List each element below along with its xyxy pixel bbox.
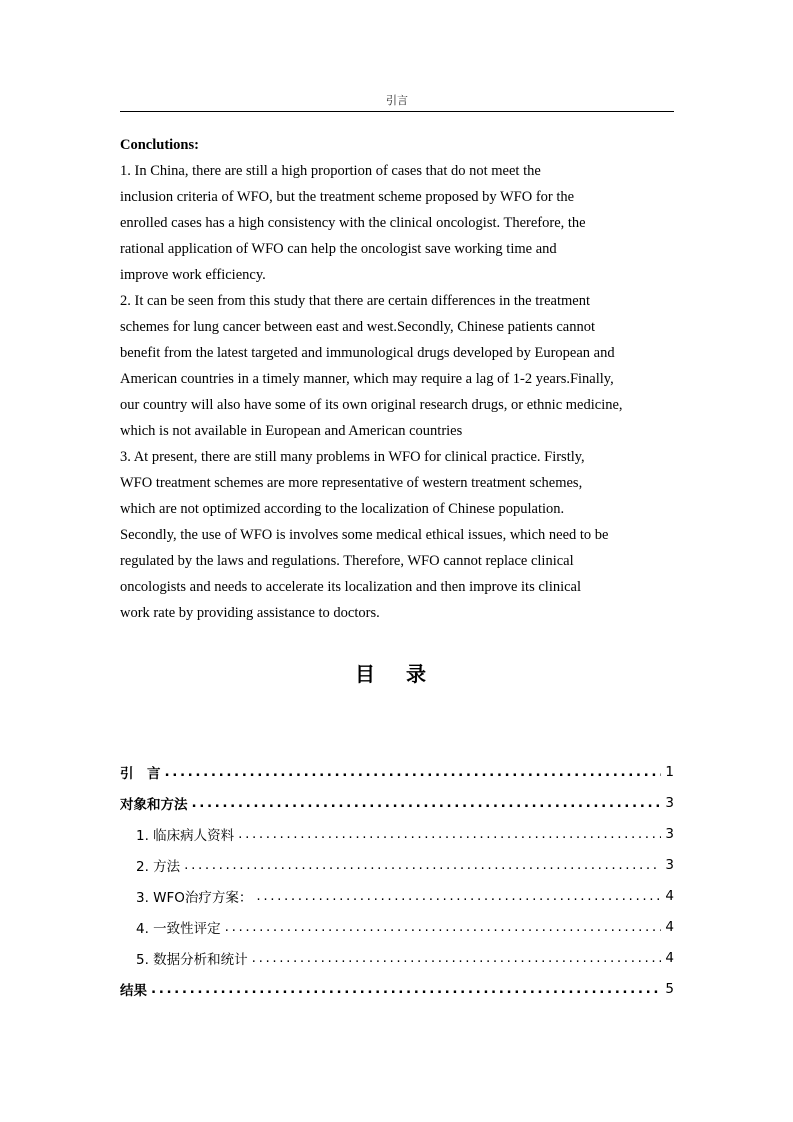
conclusions-line: benefit from the latest targeted and immunological drugs developed by European and <box>120 345 615 361</box>
toc-entry-label: 引 言 <box>120 765 161 782</box>
page-header <box>120 93 674 112</box>
toc-entry-label: 结果 <box>120 982 147 999</box>
toc-entry-methods[interactable] <box>120 849 674 880</box>
header-title: 引言 <box>386 94 408 107</box>
toc-entry-page: 4 <box>665 887 674 904</box>
toc-entry-subjects-methods[interactable] <box>120 787 674 818</box>
toc-entry-label: 3. WFO治疗方案： <box>136 889 253 906</box>
toc-entry-page: 3 <box>665 856 674 873</box>
conclusions-line: which is not available in European and American countries <box>120 423 463 439</box>
toc-leader-dots <box>225 919 662 935</box>
toc-entry-results[interactable] <box>120 973 674 1004</box>
conclusions-line: inclusion criteria of WFO, but the treatment scheme proposed by WFO for the <box>120 189 575 205</box>
toc-leader-dots <box>151 981 661 997</box>
conclusions-line: 3. At present, there are still many problems in WFO for clinical practice. Firstly, <box>120 449 585 465</box>
conclusions-line: Secondly, the use of WFO is involves some medical ethical issues, which need to be <box>120 527 609 543</box>
toc-entry-page: 5 <box>665 980 674 997</box>
toc-leader-dots <box>256 888 661 904</box>
conclusions-line: oncologists and needs to accelerate its localization and then improve its clinical <box>120 579 582 595</box>
toc-leader-dots <box>192 795 662 811</box>
toc-leader-dots <box>165 764 662 780</box>
toc-entry-introduction[interactable] <box>120 756 674 787</box>
toc-entry-label: 对象和方法 <box>120 796 188 813</box>
toc-leader-dots <box>184 857 661 873</box>
toc-leader-dots <box>252 950 662 966</box>
conclusions-section <box>120 132 690 626</box>
conclusions-line: our country will also have some of its own original research drugs, or ethnic medicine, <box>120 397 623 413</box>
conclusions-line: WFO treatment schemes are more representative of western treatment schemes, <box>120 475 583 491</box>
conclusions-line: 2. It can be seen from this study that there are certain differences in the treatment <box>120 293 590 309</box>
conclusions-line: enrolled cases has a high consistency with the clinical oncologist. Therefore, the <box>120 215 586 231</box>
conclusions-line: schemes for lung cancer between east and west.Secondly, Chinese patients cannot <box>120 319 595 335</box>
toc-entry-label: 5. 数据分析和统计 <box>136 951 248 968</box>
conclusions-line: which are not optimized according to the localization of Chinese population. <box>120 501 565 517</box>
toc-entry-data-analysis[interactable] <box>120 942 674 973</box>
toc-entry-page: 3 <box>665 794 674 811</box>
toc-entry-consistency[interactable] <box>120 911 674 942</box>
conclusions-line: 1. In China, there are still a high proportion of cases that do not meet the <box>120 163 541 179</box>
toc-title: 目 录 <box>355 662 438 686</box>
toc-entry-label: 2. 方法 <box>136 858 181 875</box>
conclusions-line: regulated by the laws and regulations. Therefore, WFO cannot replace clinical <box>120 553 574 569</box>
toc-entry-clinical-data[interactable] <box>120 818 674 849</box>
toc-entry-page: 4 <box>665 918 674 935</box>
conclusions-line: rational application of WFO can help the oncologist save working time and <box>120 241 557 257</box>
table-of-contents <box>120 756 674 1004</box>
toc-entry-page: 1 <box>665 763 674 780</box>
toc-entry-page: 3 <box>665 825 674 842</box>
toc-entry-label: 1. 临床病人资料 <box>136 827 235 844</box>
toc-entry-page: 4 <box>665 949 674 966</box>
conclusions-line: work rate by providing assistance to doctors. <box>120 605 380 621</box>
toc-entry-label: 4. 一致性评定 <box>136 920 221 937</box>
conclusions-heading: Conclutions: <box>120 137 199 153</box>
conclusions-line: improve work efficiency. <box>120 267 266 283</box>
conclusions-line: American countries in a timely manner, which may require a lag of 1-2 years.Finally, <box>120 371 614 387</box>
toc-leader-dots <box>238 826 661 842</box>
toc-entry-wfo-treatment[interactable] <box>120 880 674 911</box>
